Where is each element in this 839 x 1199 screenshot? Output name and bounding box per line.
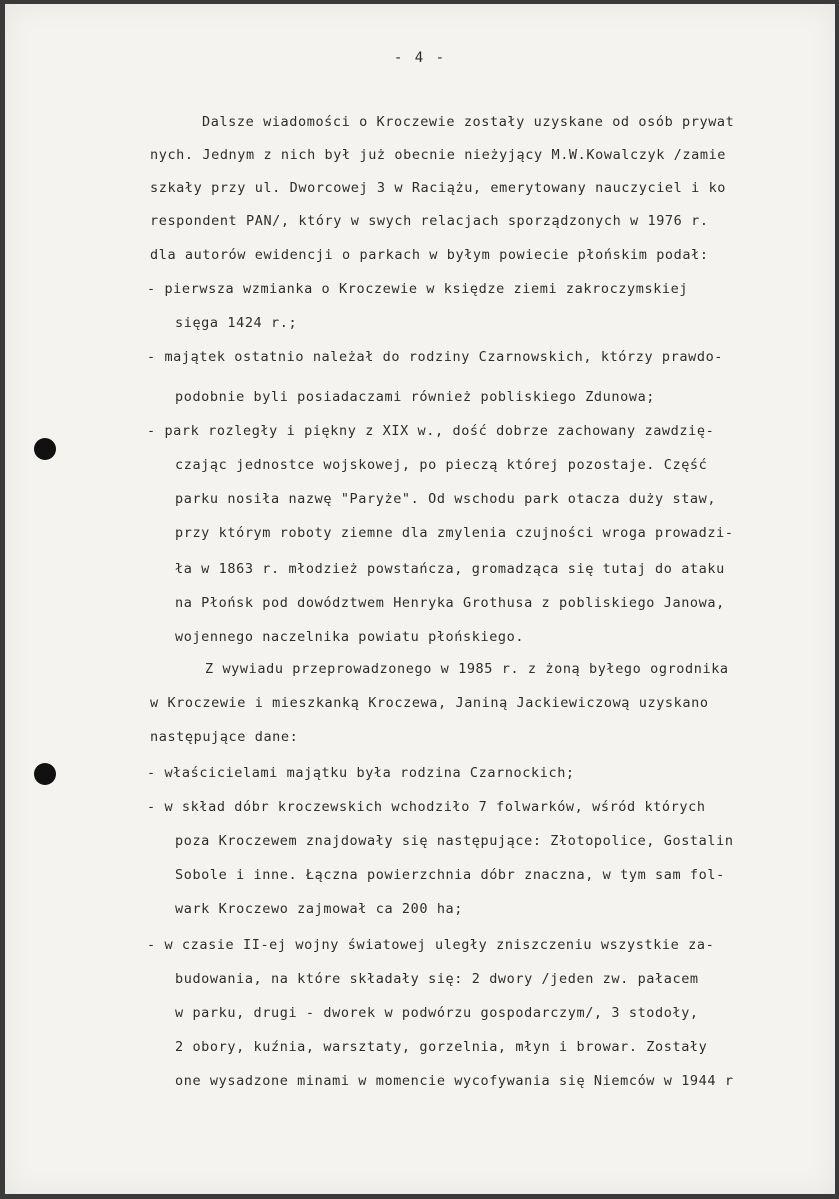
punch-hole-bottom: [34, 763, 56, 785]
text-line: Z wywiadu przeprowadzonego w 1985 r. z żoną byłego ogrodnika: [205, 661, 729, 677]
text-line: sięga 1424 r.;: [175, 315, 298, 331]
text-line: respondent PAN/, który w swych relacjach sporządzonych w 1976 r.: [150, 213, 709, 229]
text-line: w parku, drugi - dworek w podwórzu gospodarczym/, 3 stodoły,: [175, 1005, 699, 1021]
list-item-text: - właścicielami majątku była rodzina Czarnockich;: [147, 765, 575, 781]
text-line: one wysadzone minami w momencie wycofywania się Niemców w 1944 r: [175, 1073, 734, 1089]
text-line: budowania, na które składały się: 2 dwory /jeden zw. pałacem: [175, 971, 699, 987]
list-item-text: - park rozległy i piękny z XIX w., dość dobrze zachowany zawdzię-: [147, 423, 715, 439]
list-item-text: - w skład dóbr kroczewskich wchodziło 7 folwarków, wśród których: [147, 799, 706, 815]
text-line: poza Kroczewem znajdowały się następujące: Złotopolice, Gostalin: [175, 833, 734, 849]
text-line: dla autorów ewidencji o parkach w byłym powiecie płońskim podał:: [150, 247, 709, 263]
text-line: w Kroczewie i mieszkanką Kroczewa, Janiną Jackiewiczową uzyskano: [150, 695, 709, 711]
document-page: [5, 4, 835, 1194]
text-line: wojennego naczelnika powiatu płońskiego.: [175, 629, 525, 645]
text-line: ła w 1863 r. młodzież powstańcza, gromadząca się tutaj do ataku: [175, 561, 725, 577]
text-line: czając jednostce wojskowej, po pieczą której pozostaje. Część: [175, 457, 708, 473]
text-line: nych. Jednym z nich był już obecnie nieżyjący M.W.Kowalczyk /zamie: [150, 147, 727, 163]
text-line: szkały przy ul. Dworcowej 3 w Raciążu, emerytowany nauczyciel i ko: [150, 180, 727, 196]
list-item-text: - pierwsza wzmianka o Kroczewie w księdze ziemi zakroczymskiej: [147, 281, 689, 297]
punch-hole-top: [34, 438, 56, 460]
text-line: podobnie byli posiadaczami również pobliskiego Zdunowa;: [175, 389, 656, 405]
text-line: wark Kroczewo zajmował ca 200 ha;: [175, 901, 464, 917]
list-item-text: - majątek ostatnio należał do rodziny Czarnowskich, którzy prawdo-: [147, 349, 724, 365]
text-line: na Płońsk pod dowództwem Henryka Grothusa z pobliskiego Janowa,: [175, 595, 725, 611]
text-line: Sobole i inne. Łączna powierzchnia dóbr znaczna, w tym sam fol-: [175, 867, 725, 883]
list-item-text: - w czasie II-ej wojny światowej uległy zniszczeniu wszystkie za-: [147, 937, 715, 953]
text-line: 2 obory, kuźnia, warsztaty, gorzelnia, młyn i browar. Zostały: [175, 1039, 708, 1055]
text-line: przy którym roboty ziemne dla zmylenia czujności wroga prowadzi-: [175, 525, 734, 541]
page-number: - 4 -: [393, 50, 447, 66]
text-line: następujące dane:: [150, 729, 299, 745]
text-line: parku nosiła nazwę "Paryże". Od wschodu park otacza duży staw,: [175, 491, 717, 507]
text-line: Dalsze wiadomości o Kroczewie zostały uzyskane od osób prywat: [202, 114, 735, 130]
